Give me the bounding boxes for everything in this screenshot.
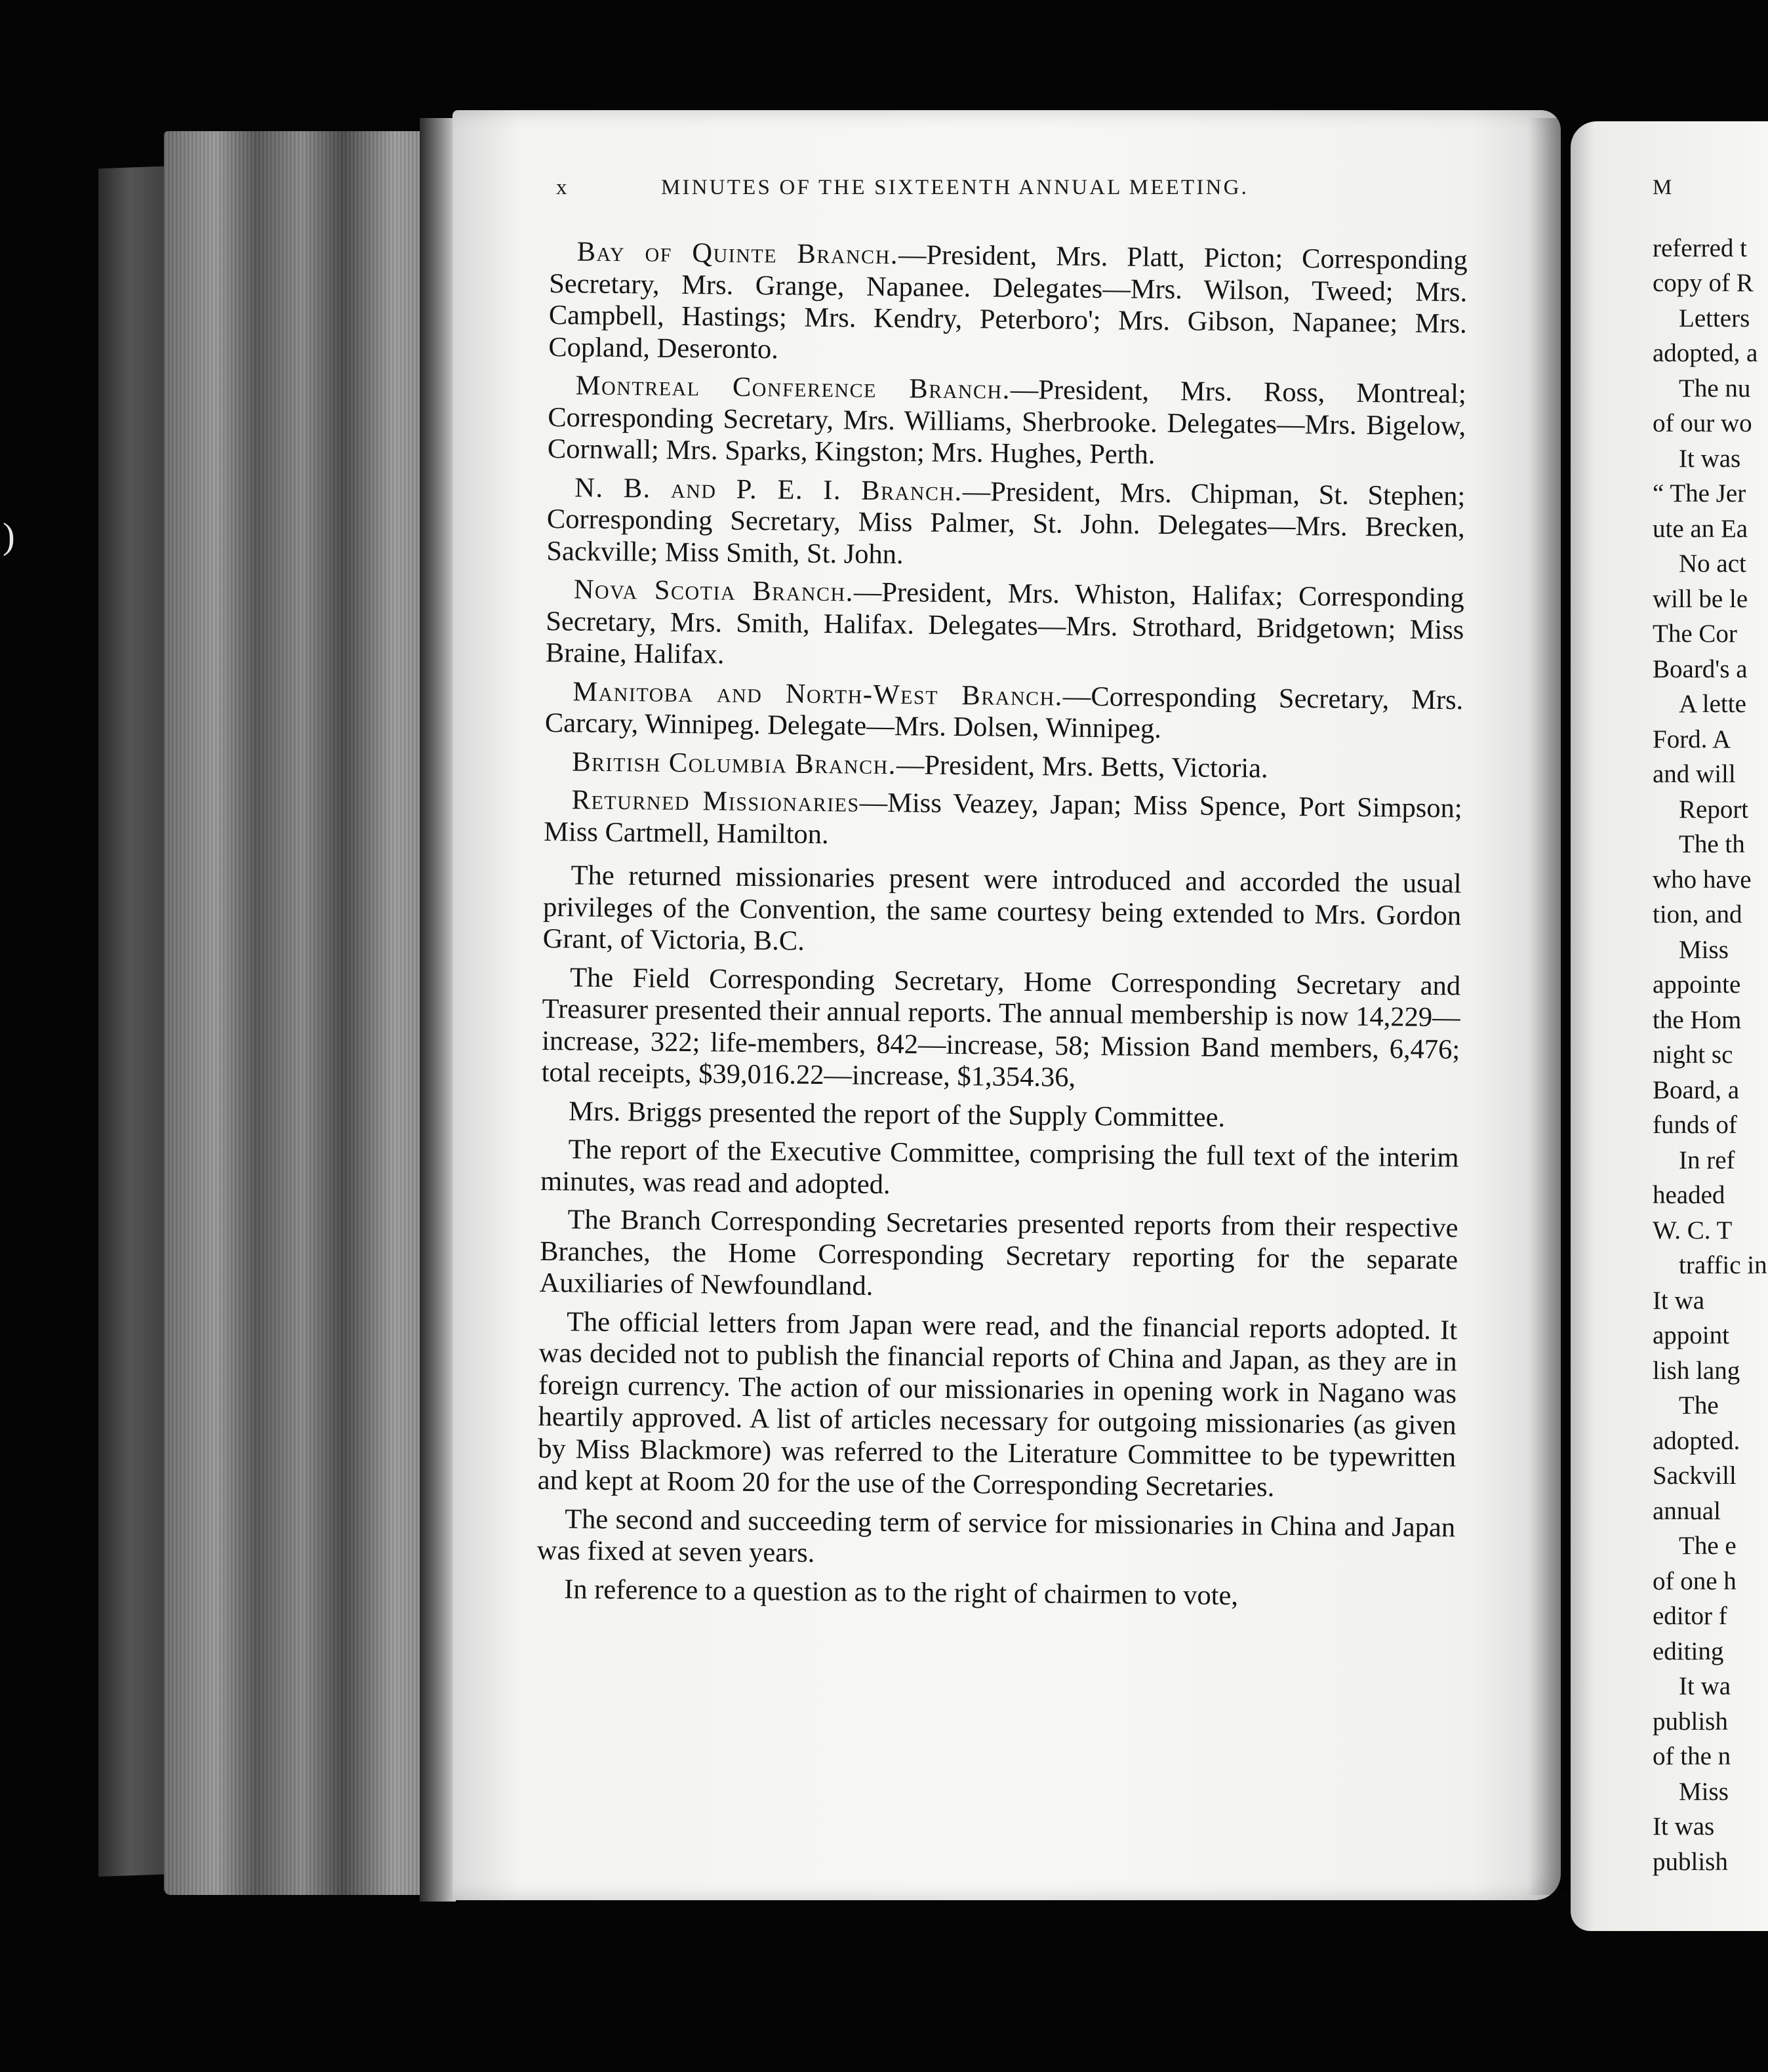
branch-details: —President, Mrs. Betts, Victoria. <box>896 749 1268 784</box>
paragraph: The returned missionaries present were introduced and accorded the usual privileges of the Convention, the same courtesy being extended to Mrs. Gordon Grant, of Victoria, B.C. <box>542 860 1462 957</box>
paragraph: The report of the Executive Committee, comprising the full text of the interim minutes, was read and adopted. <box>540 1134 1459 1200</box>
paragraph: The Branch Corresponding Secretaries presented reports from their respective Branches, the Home Corresponding Secretary reporting for the separate Auxiliaries of Newfoundland. <box>539 1204 1458 1302</box>
branch-details: —Corresponding Secretary, Mrs. Carcary, Winnipeg. Delegate—Mrs. Dolsen, Winnipeg. <box>544 681 1464 744</box>
branch-name: Bay of Quinte Branch. <box>576 236 899 271</box>
paragraph: The second and succeeding term of service for missionaries in China and Japan was fixed at seven years. <box>536 1503 1456 1568</box>
right-page-line: headed <box>1653 1181 1725 1209</box>
right-page-line: It wa <box>1653 1286 1705 1315</box>
right-page-line: The e <box>1679 1532 1737 1560</box>
right-page-line: It wa <box>1679 1672 1731 1700</box>
branch-name: N. B. and P. E. I. Branch. <box>574 471 963 507</box>
right-page-line: Ford. A <box>1653 725 1731 753</box>
right-page-line: Board, a <box>1653 1075 1740 1104</box>
right-page-line: A lette <box>1679 690 1746 718</box>
branch-entry <box>548 236 1468 372</box>
right-page-line: adopted, a <box>1653 339 1758 367</box>
right-page-line: It was <box>1679 444 1741 473</box>
right-page-line: editing <box>1653 1637 1724 1665</box>
right-page-line: traffic in <box>1679 1251 1767 1279</box>
right-page-line: appointe <box>1653 970 1741 999</box>
right-page-line: adopted. <box>1653 1426 1740 1455</box>
right-page-line: lish lang <box>1653 1356 1740 1385</box>
right-page-line: of our wo <box>1653 409 1752 437</box>
right-page-line: annual <box>1653 1496 1721 1525</box>
right-page-line: appoint <box>1653 1321 1729 1349</box>
paragraph: In reference to a question as to the right of chairmen to vote, <box>563 1573 1239 1611</box>
branch-name: Nova Scotia Branch. <box>573 574 854 608</box>
right-page-line: will be le <box>1653 584 1748 613</box>
branch-details: —President, Mrs. Platt, Picton; Corresponding Secretary, Mrs. Grange, Napanee. Delegates—Mrs. Wilson, Tweed; Mrs. Campbell, Hastings; Mrs. Kendry, Peterboro'; Mrs. Gibson, Napanee; Mrs. Copland, Deseronto. <box>548 239 1468 365</box>
right-page-line: The <box>1679 1391 1719 1420</box>
right-page-line: The Cor <box>1653 620 1737 648</box>
paragraph: The official letters from Japan were read, and the financial reports adopted. It was decided not to publish the financial reports of China and Japan, as they are in foreign currency. The action of our missionaries in opening work in Nagano was heartily approved. A list of articles necessary for outgoing missionaries (as given by Miss Blackmore) was referred to the Literature Committee to be typewritten and kept at Room 20 for the use of the Corresponding Secretaries. <box>537 1305 1458 1503</box>
branch-details: —President, Mrs. Chipman, St. Stephen; Corresponding Secretary, Miss Palmer, St. John. Delegates—Mrs. Brecken, Sackville; Miss Smith, St. John. <box>546 475 1466 570</box>
right-page-line: The th <box>1679 830 1745 858</box>
right-page-line: Letters <box>1679 304 1750 332</box>
text-column <box>536 236 1468 1620</box>
right-page-line: Board's a <box>1653 654 1748 683</box>
right-page-line: who have <box>1653 865 1752 894</box>
right-page-line: No act <box>1679 549 1746 578</box>
paragraph: The Field Corresponding Secretary, Home Corresponding Secretary and Treasurer presented their annual reports. The annual membership is now 14,229—increase, 322; life-members, 842—increase, 58; Mission Band members, 6,476; total receipts, $39,016.22—increase, $1,354.36, <box>541 961 1461 1093</box>
running-head <box>556 176 1369 200</box>
right-page-line: editor f <box>1653 1602 1727 1630</box>
right-page-line: It was <box>1653 1812 1715 1841</box>
page-title: MINUTES OF THE SIXTEENTH ANNUAL MEETING. <box>661 176 1249 199</box>
page-number: x <box>556 176 569 199</box>
branch-details: —President, Mrs. Ross, Montreal; Corresponding Secretary, Mrs. Williams, Sherbrooke. Delegates—Mrs. Bigelow, Cornwall; Mrs. Sparks, Kingston; Mrs. Hughes, Perth. <box>547 374 1466 470</box>
branch-name: Returned Missionaries <box>571 784 860 818</box>
right-page-line: The nu <box>1679 374 1751 403</box>
right-page-line: Sackvill <box>1653 1462 1737 1490</box>
branch-entry <box>548 370 1466 474</box>
branch-details: —President, Mrs. Whiston, Halifax; Corresponding Secretary, Mrs. Smith, Halifax. Delegates—Mrs. Strothard, Bridgetown; Miss Braine, Halifax. <box>545 576 1464 670</box>
right-page-line: tion, and <box>1653 900 1742 928</box>
branch-name: British Columbia Branch. <box>572 746 897 780</box>
branch-details: —Miss Veazey, Japan; Miss Spence, Port Simpson; Miss Cartmell, Hamilton. <box>544 787 1462 850</box>
right-page-line: funds of <box>1653 1111 1737 1139</box>
branch-entry <box>544 746 1462 786</box>
branch-entry <box>545 675 1464 747</box>
right-page-line: “ The Jer <box>1653 479 1746 508</box>
right-page-line: of the n <box>1653 1742 1731 1770</box>
right-page-line: copy of R <box>1653 269 1754 297</box>
right-page-line: of one h <box>1653 1566 1737 1595</box>
margin-mark: ) <box>3 516 15 557</box>
right-page-line: publish <box>1653 1707 1728 1736</box>
branch-entry <box>546 574 1464 678</box>
branch-entry <box>546 471 1465 576</box>
branch-name: Montreal Conference Branch. <box>575 370 1011 405</box>
right-page-line: publish <box>1653 1847 1728 1876</box>
right-page-line: Report <box>1679 795 1749 824</box>
book-page-edges <box>164 131 452 1895</box>
right-page-line: W. C. T <box>1653 1216 1733 1245</box>
right-page-line: night sc <box>1653 1041 1733 1069</box>
right-page-line: Miss <box>1679 935 1729 964</box>
right-page-line: the Hom <box>1653 1005 1742 1034</box>
right-page-text <box>1653 170 1768 1879</box>
paragraph: Mrs. Briggs presented the report of the Supply Committee. <box>568 1095 1226 1133</box>
page-edge-shadow <box>420 118 456 1902</box>
right-page-header: M <box>1653 176 1674 199</box>
branch-entry <box>544 784 1462 856</box>
right-page-line: and will <box>1653 760 1736 788</box>
branch-name: Manitoba and North-West Branch. <box>573 675 1064 712</box>
right-page-lines <box>1653 231 1768 1880</box>
right-page-line: ute an Ea <box>1653 514 1748 543</box>
right-page-line: In ref <box>1679 1146 1735 1174</box>
right-page-line: referred t <box>1653 233 1747 262</box>
right-page-line: Miss <box>1679 1777 1729 1806</box>
